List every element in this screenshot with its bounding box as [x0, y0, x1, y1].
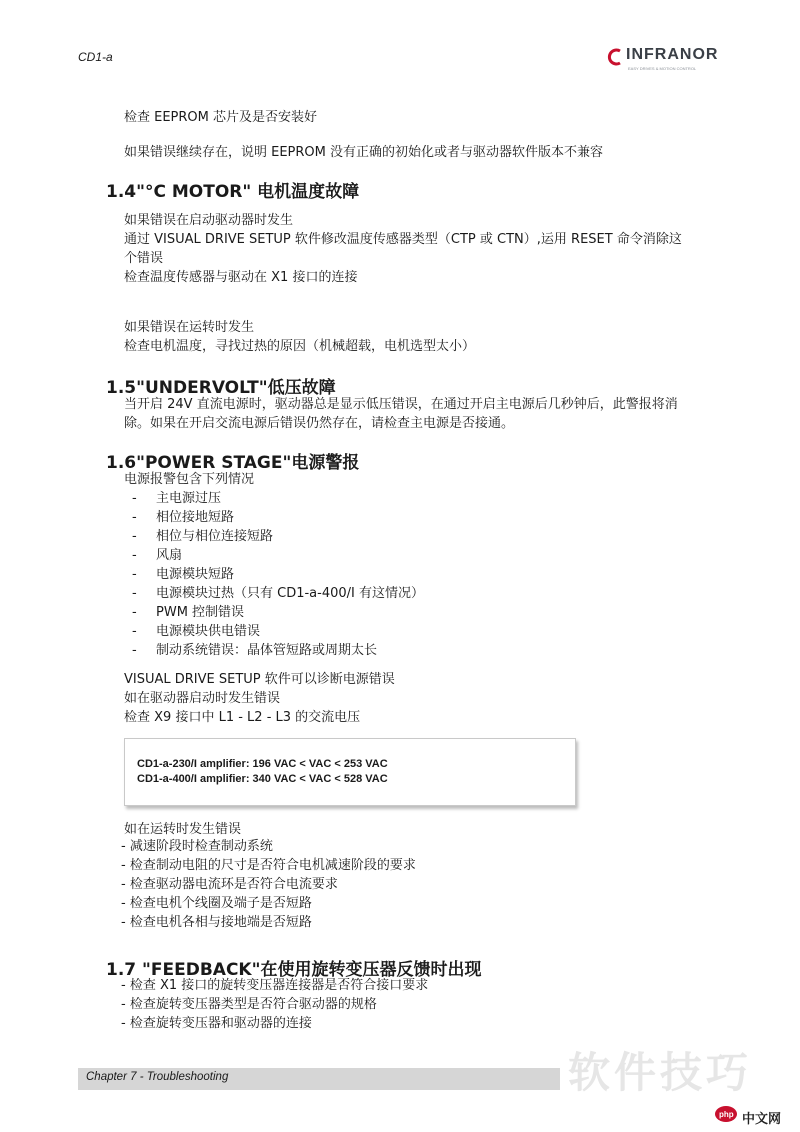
list-item: - 制动系统错误：晶体管短路或周期太长: [124, 641, 424, 660]
voltage-range-400: CD1-a-400/I amplifier: 340 VAC < VAC < 528 VAC: [137, 773, 388, 785]
list-item: - 检查电机各相与接地端是否短路: [121, 915, 312, 930]
runtime-error-intro: 如在运转时发生错误: [124, 822, 242, 837]
text-line: 检查温度传感器与驱动在 X1 接口的连接: [124, 270, 358, 285]
list-item: - 检查驱动器电流环是否符合电流要求: [121, 877, 338, 892]
section-1-6-heading: 1.6"POWER STAGE"电源警报: [106, 453, 360, 473]
section-1-6-after: [124, 670, 395, 727]
text-line: 除。如果在开启交流电源后错误仍然存在，请检查主电源是否接通。: [124, 416, 515, 431]
svg-text:php: php: [719, 1110, 734, 1119]
list-item: - PWM 控制错误: [124, 603, 424, 622]
list-item: - 检查 X1 接口的旋转变压器连接器是否符合接口要求: [121, 978, 429, 993]
infranor-logo-mark-icon: [606, 48, 624, 66]
text-line: 检查电机温度，寻找过热的原因（机械超载，电机选型太小）: [124, 339, 476, 354]
list-item: - 电源模块过热（只有 CD1-a-400/I 有这情况）: [124, 584, 424, 603]
list-item: - 风扇: [124, 546, 424, 565]
watermark-badge-text: 中文网: [742, 1112, 782, 1127]
text-line: 如果错误在运转时发生: [124, 320, 255, 335]
section-1-7-heading: 1.7 "FEEDBACK"在使用旋转变压器反馈时出现: [106, 960, 482, 980]
logo-wordmark: INFRANOR: [626, 46, 719, 63]
text-line: 个错误: [124, 251, 164, 266]
section-1-5-heading: 1.5"UNDERVOLT"低压故障: [106, 378, 336, 398]
text-line: 当开启 24V 直流电源时，驱动器总是显示低压错误，在通过开启主电源后几秒钟后，此警报将消: [124, 397, 678, 412]
intro-line-2: 如果错误继续存在，说明 EEPROM 没有正确的初始化或者与驱动器软件版本不兼容: [124, 145, 604, 160]
voltage-range-230: CD1-a-230/I amplifier: 196 VAC < VAC < 253 VAC: [137, 758, 388, 770]
list-item: - 相位接地短路: [124, 508, 424, 527]
list-item: - 检查电机个线圈及端子是否短路: [121, 896, 312, 911]
section-1-5-body: [124, 395, 678, 433]
list-item: - 主电源过压: [124, 489, 424, 508]
watermark-text: 软件技巧: [568, 1048, 753, 1097]
list-item: - 检查旋转变压器和驱动器的连接: [121, 1016, 312, 1031]
list-item: - 电源模块短路: [124, 565, 424, 584]
section-1-4-body-2: [124, 318, 475, 356]
text-line: 检查 X9 接口中 L1 - L2 - L3 的交流电压: [124, 710, 361, 725]
logo-tagline: EASY DRIVES & MOTION CONTROL: [628, 66, 697, 71]
intro-line-1: 检查 EEPROM 芯片及是否安装好: [124, 110, 318, 125]
text-line: 如在驱动器启动时发生错误: [124, 691, 281, 706]
feedback-check-list: [121, 976, 428, 1033]
list-item: - 减速阶段时检查制动系统: [121, 839, 273, 854]
list-item: - 检查制动电阻的尺寸是否符合电机减速阶段的要求: [121, 858, 416, 873]
power-stage-alarm-list: [124, 489, 424, 660]
voltage-range-box: [124, 738, 576, 806]
list-item: - 电源模块供电错误: [124, 622, 424, 641]
infranor-logo: [604, 46, 729, 76]
footer-chapter-label: Chapter 7 - Troubleshooting: [86, 1071, 229, 1083]
text-line: 通过 VISUAL DRIVE SETUP 软件修改温度传感器类型（CTP 或 CTN）,运用 RESET 命令消除这: [124, 232, 682, 247]
document-id: CD1-a: [78, 50, 113, 64]
list-item: - 检查旋转变压器类型是否符合驱动器的规格: [121, 997, 377, 1012]
php-logo-icon: [714, 1104, 738, 1124]
text-line: VISUAL DRIVE SETUP 软件可以诊断电源错误: [124, 672, 395, 687]
text-line: 如果错误在启动驱动器时发生: [124, 213, 294, 228]
list-item: - 相位与相位连接短路: [124, 527, 424, 546]
runtime-check-list: [121, 837, 416, 932]
section-1-4-body: [124, 211, 682, 287]
section-1-6-intro: 电源报警包含下列情况: [124, 472, 255, 487]
section-1-4-heading: 1.4"°C MOTOR" 电机温度故障: [106, 182, 360, 202]
